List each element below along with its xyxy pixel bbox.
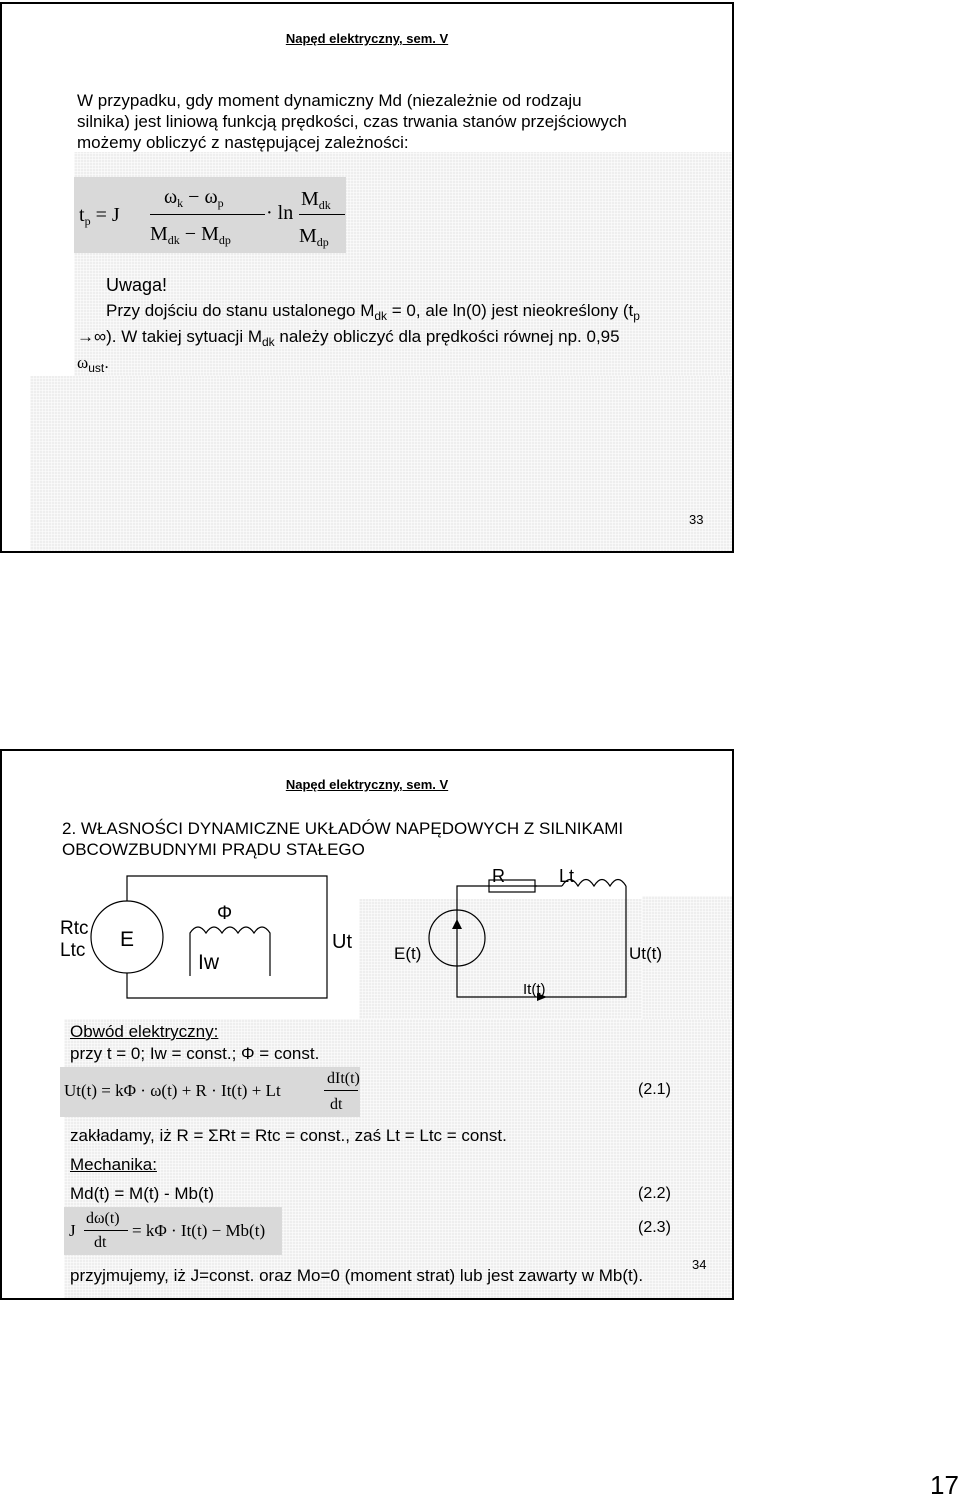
minus-sign: − xyxy=(184,223,197,245)
uwaga-l2-a: ). W takiej sytuacji M xyxy=(106,327,262,346)
uwaga-l2-sub: dk xyxy=(261,335,275,349)
ln-m-dp: M xyxy=(299,225,317,247)
eq-2-3-number: (2.3) xyxy=(638,1219,671,1236)
uwaga-line-3 xyxy=(77,352,109,379)
slide-33 xyxy=(0,2,734,553)
omega-p-sub: p xyxy=(217,196,224,210)
omega-k: ω xyxy=(164,186,178,208)
uwaga-l1-sub2: p xyxy=(633,309,640,323)
uwaga-line-2 xyxy=(77,326,620,353)
label-ut: Ut xyxy=(332,931,352,953)
mechanika-label: Mechanika: xyxy=(70,1155,157,1174)
label-phi: Φ xyxy=(217,903,233,924)
final-line: przyjmujemy, iż J=const. oraz Mo=0 (moment strat) lub jest zawarty w Mb(t). xyxy=(70,1266,644,1285)
formula-denominator xyxy=(150,224,231,251)
ln-denominator xyxy=(299,226,329,253)
slide-header: Napęd elektryczny, sem. V xyxy=(285,31,449,46)
ln-numerator xyxy=(301,189,331,216)
przy-line: przy t = 0; Iw = const.; Φ = const. xyxy=(70,1044,320,1063)
zakladamy-line: zakładamy, iż R = ΣRt = Rtc = const., zaś Lt = Ltc = const. xyxy=(70,1126,507,1145)
eq-2-2-number: (2.2) xyxy=(638,1185,671,1202)
label-utt: Ut(t) xyxy=(629,944,663,963)
label-lt: Lt xyxy=(559,866,575,886)
uwaga-line-1 xyxy=(106,300,640,327)
omega-k-sub: k xyxy=(177,196,184,210)
source-arrow-head xyxy=(452,919,462,929)
wire-top-left xyxy=(457,886,537,921)
intro-line-2: silnika) jest liniową funkcją prędkości, czas trwania stanów przejściowych xyxy=(77,112,627,131)
label-et: E(t) xyxy=(394,944,422,963)
uwaga-l1-b: = 0, ale ln(0) jest nieokreślony (t xyxy=(387,301,634,320)
eq-2-1-denominator: dt xyxy=(330,1096,343,1113)
formula-t: t xyxy=(79,204,85,226)
section-title-line-1: 2. WŁASNOŚCI DYNAMICZNE UKŁADÓW NAPĘDOWYCH Z SILNIKAMI xyxy=(62,819,624,838)
formula-lhs xyxy=(79,205,120,232)
ln-fraction-line xyxy=(299,214,345,215)
label-rtc: Rtc xyxy=(60,918,89,939)
slide-page-number: 33 xyxy=(689,512,704,527)
m-dk: M xyxy=(150,223,168,245)
eq-2-3-fraction-line xyxy=(84,1230,128,1231)
eq-2-1-numerator: dIt(t) xyxy=(327,1070,360,1087)
intro-line-3: możemy obliczyć z następującej zależności: xyxy=(77,133,409,152)
uwaga-title: Uwaga! xyxy=(106,275,168,295)
omega-p: ω xyxy=(204,186,218,208)
eq-2-2: Md(t) = M(t) - Mb(t) xyxy=(70,1184,215,1203)
m-dp: M xyxy=(201,223,219,245)
eq-2-1-number: (2.1) xyxy=(638,1081,671,1098)
eq-2-1-fraction-line xyxy=(324,1090,358,1091)
uwaga-l1-a: Przy dojściu do stanu ustalonego M xyxy=(106,301,375,320)
background-pattern xyxy=(30,376,734,553)
section-title-line-2: OBCOWZBUDNYMI PRĄDU STAŁEGO xyxy=(62,840,365,859)
eq-2-3-numerator: dω(t) xyxy=(86,1210,120,1227)
uwaga-l1-sub: dk xyxy=(374,309,388,323)
document-page-number: 17 xyxy=(930,1470,959,1500)
minus-sign: − xyxy=(188,186,200,208)
armature-wire xyxy=(127,876,327,998)
slide-header: Napęd elektryczny, sem. V xyxy=(285,777,449,792)
m-dk-sub: dk xyxy=(167,233,180,247)
circuit-diagram xyxy=(2,751,734,1021)
ln-m-dk-sub: dk xyxy=(318,198,331,212)
slide-34 xyxy=(0,749,734,1300)
label-e: E xyxy=(120,928,135,951)
obwod-label: Obwód elektryczny: xyxy=(70,1022,219,1041)
omega-symbol: ω xyxy=(77,353,89,372)
formula-numerator xyxy=(164,187,224,214)
formula-ln: · ln xyxy=(266,202,294,224)
eq-2-1-main: Ut(t) = kΦ · ω(t) + R · It(t) + Lt xyxy=(64,1081,281,1100)
uwaga-l2-b: należy obliczyć dla prędkości równej np. 0,95 xyxy=(274,327,620,346)
slide-page-number: 34 xyxy=(692,1257,707,1272)
label-ltc: Ltc xyxy=(60,940,86,961)
label-r: R xyxy=(492,866,505,886)
fraction-line xyxy=(150,214,265,215)
eq-2-3-j: J xyxy=(69,1221,76,1240)
formula-t-sub: p xyxy=(84,214,91,228)
ln-m-dp-sub: dp xyxy=(316,235,329,249)
period: . xyxy=(104,353,109,372)
eq-2-3-denominator: dt xyxy=(94,1234,107,1251)
formula-equals-j: = J xyxy=(95,204,120,226)
arrow-infinity: →∞ xyxy=(77,327,107,346)
label-itt: It(t) xyxy=(523,981,546,998)
ln-m-dk: M xyxy=(301,188,319,210)
eq-2-3-rhs: = kΦ · It(t) − Mb(t) xyxy=(132,1221,266,1240)
m-dp-sub: dp xyxy=(218,233,231,247)
label-iw: Iw xyxy=(198,951,219,974)
omega-ust-sub: ust xyxy=(88,361,105,375)
intro-line-1: W przypadku, gdy moment dynamiczny Md (niezależnie od rodzaju xyxy=(77,91,582,110)
